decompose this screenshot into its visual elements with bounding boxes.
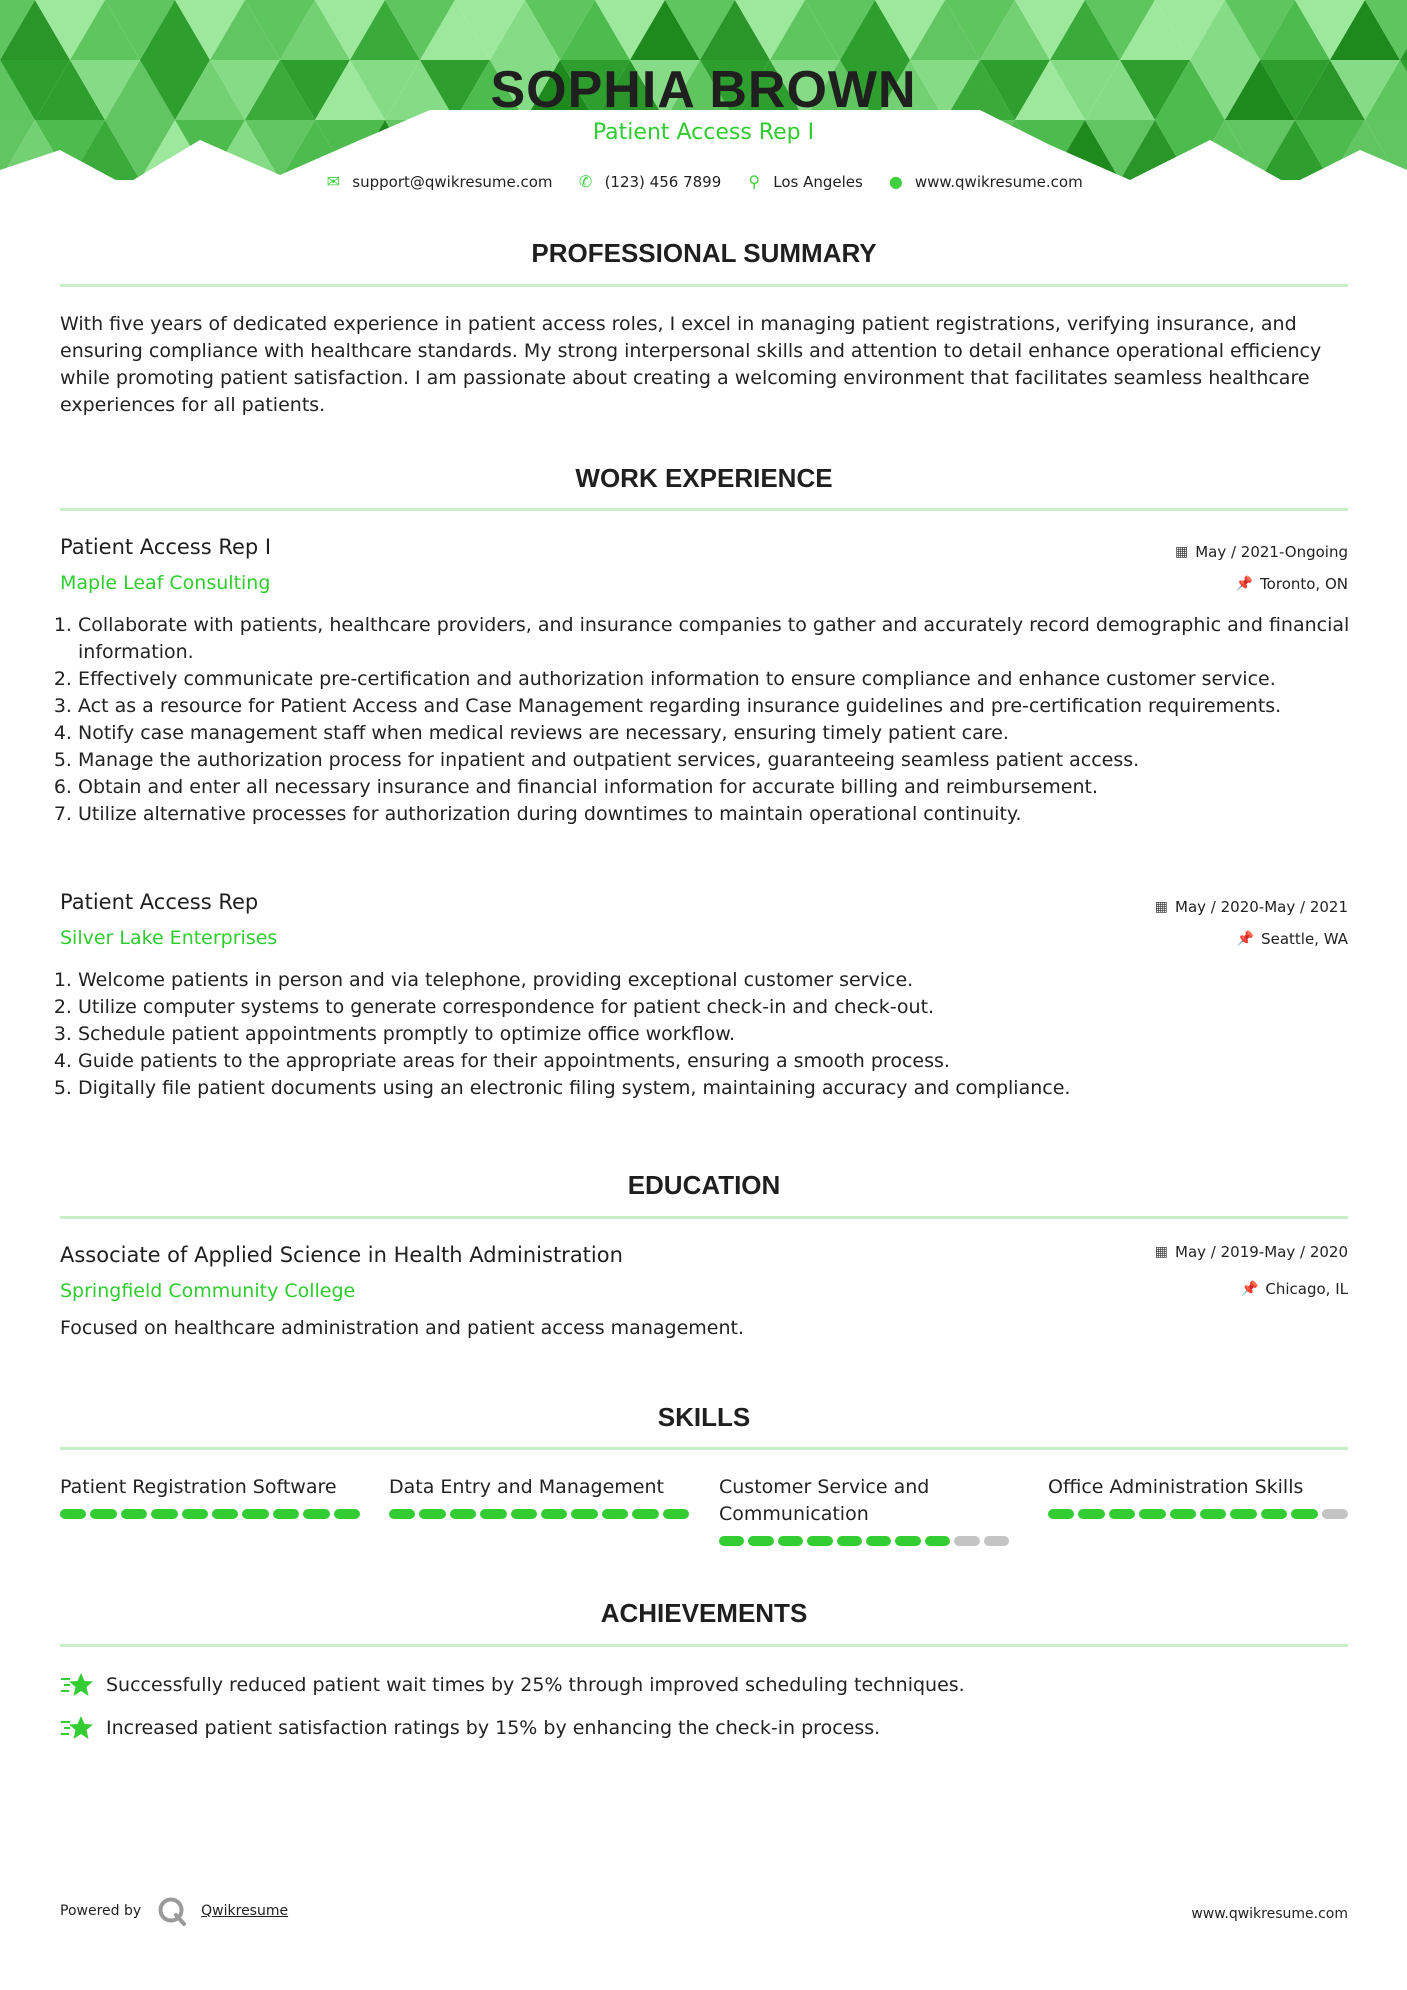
job-dates — [1155, 898, 1348, 916]
skill-level-bar — [1048, 1509, 1348, 1519]
skill-name: Patient Registration Software — [60, 1476, 337, 1498]
job-location-text: Toronto, ON — [1260, 575, 1348, 593]
skills-heading: SKILLS — [657, 1402, 751, 1432]
map-pin-icon: ⚲ — [748, 172, 761, 191]
skill-level-segment — [511, 1509, 537, 1519]
brand-link[interactable]: Qwikresume — [201, 1903, 289, 1919]
skill-level-segment — [778, 1536, 803, 1546]
skill-level-segment — [90, 1509, 116, 1519]
achievements-heading: ACHIEVEMENTS — [600, 1598, 808, 1628]
skill-level-segment — [212, 1509, 238, 1519]
phone-icon: ✆ — [578, 172, 593, 191]
skill-level-segment — [1291, 1509, 1317, 1519]
skill-level-bar — [60, 1509, 360, 1519]
list-item: 7. Utilize alternative processes for authorization during downtimes to maintain operational continuity. — [78, 801, 1350, 828]
skill-level-segment — [632, 1509, 658, 1519]
calendar-icon: ▦ — [1154, 1244, 1169, 1260]
skill-level-segment — [984, 1536, 1009, 1546]
list-item: 3. Schedule patient appointments promptly to optimize office workflow. — [78, 1021, 1350, 1048]
contact-location — [745, 172, 863, 191]
skill-level-segment — [1078, 1509, 1104, 1519]
pushpin-icon: 📌 — [1236, 931, 1255, 947]
skill-level-segment — [925, 1536, 950, 1546]
section-divider — [60, 1644, 1348, 1647]
achievement-item — [60, 1671, 965, 1699]
achievement-text: Successfully reduced patient wait times by 25% through improved scheduling techniques. — [106, 1674, 965, 1696]
skill-level-segment — [866, 1536, 891, 1546]
website-text: www.qwikresume.com — [914, 172, 1083, 191]
candidate-name: SOPHIA BROWN — [490, 61, 917, 119]
section-divider — [60, 1447, 1348, 1450]
skill-level-segment — [303, 1509, 329, 1519]
list-item: 4. Notify case management staff when medical reviews are necessary, ensuring timely patient care. — [78, 720, 1350, 747]
company-name: Maple Leaf Consulting — [60, 572, 271, 594]
skill-level-segment — [807, 1536, 832, 1546]
job-location-text: Seattle, WA — [1261, 930, 1348, 948]
job-title: Patient Access Rep I — [60, 535, 272, 559]
job-bullets — [78, 967, 1350, 1102]
skill-level-segment — [1261, 1509, 1287, 1519]
skill-level-segment — [571, 1509, 597, 1519]
education-dates-text: May / 2019-May / 2020 — [1175, 1243, 1348, 1261]
job-bullets — [78, 612, 1350, 828]
skill-name: Customer Service and Communication — [719, 1476, 930, 1525]
skill-item — [389, 1474, 689, 1519]
candidate-role: Patient Access Rep I — [592, 120, 815, 145]
list-item: 3. Act as a resource for Patient Access and Case Management regarding insurance guidelines and pre-certification requirements. — [78, 693, 1350, 720]
calendar-icon: ▦ — [1154, 899, 1169, 915]
skill-level-segment — [1322, 1509, 1348, 1519]
contact-email[interactable] — [324, 172, 552, 191]
skill-level-segment — [954, 1536, 979, 1546]
globe-icon: ● — [888, 172, 903, 191]
skill-level-segment — [541, 1509, 567, 1519]
education-dates — [1155, 1243, 1348, 1261]
skill-level-segment — [242, 1509, 268, 1519]
skill-level-segment — [837, 1536, 862, 1546]
school-name: Springfield Community College — [60, 1280, 356, 1302]
section-divider — [60, 508, 1348, 511]
footer-powered-by — [60, 1896, 288, 1926]
list-item: 4. Guide patients to the appropriate areas for their appointments, ensuring a smooth process. — [78, 1048, 1350, 1075]
star-icon — [60, 1714, 94, 1742]
skill-level-segment — [151, 1509, 177, 1519]
section-divider — [60, 1216, 1348, 1219]
skill-name: Data Entry and Management — [389, 1476, 664, 1498]
footer-website[interactable]: www.qwikresume.com — [1191, 1906, 1348, 1922]
skill-level-segment — [450, 1509, 476, 1519]
skill-level-segment — [334, 1509, 360, 1519]
summary-heading: PROFESSIONAL SUMMARY — [531, 238, 877, 268]
skill-level-segment — [60, 1509, 86, 1519]
star-icon — [60, 1671, 94, 1699]
company-name: Silver Lake Enterprises — [60, 927, 278, 949]
list-item: 1. Welcome patients in person and via telephone, providing exceptional customer service. — [78, 967, 1350, 994]
education-location-text: Chicago, IL — [1265, 1280, 1348, 1298]
education-description: Focused on healthcare administration and patient access management. — [60, 1317, 744, 1339]
skill-level-segment — [895, 1536, 920, 1546]
skill-level-segment — [389, 1509, 415, 1519]
job-dates-text: May / 2020-May / 2021 — [1175, 898, 1348, 916]
phone-text: (123) 456 7899 — [604, 172, 722, 191]
list-item: 6. Obtain and enter all necessary insurance and financial information for accurate billing and reimbursement. — [78, 774, 1350, 801]
envelope-icon: ✉ — [326, 172, 340, 191]
skill-item — [719, 1474, 1009, 1546]
job-location — [1236, 575, 1348, 593]
pushpin-icon: 📌 — [1240, 1281, 1259, 1297]
job-dates — [1175, 543, 1348, 561]
email-text: support@qwikresume.com — [352, 172, 553, 191]
skill-level-segment — [602, 1509, 628, 1519]
list-item: 5. Digitally file patient documents using an electronic filing system, maintaining accuracy and compliance. — [78, 1075, 1350, 1102]
list-item: 1. Collaborate with patients, healthcare providers, and insurance companies to gather and accurately record demographic and financial information. — [78, 612, 1350, 666]
qwikresume-logo-icon — [157, 1896, 187, 1926]
experience-heading: WORK EXPERIENCE — [575, 463, 833, 493]
skill-level-segment — [748, 1536, 773, 1546]
summary-text: With five years of dedicated experience in patient access roles, I excel in managing patient registrations, verifying insurance, and ensuring compliance with healthcare standards. My strong interpersonal skills and attention to detail enhance operational efficiency while promoting patient satisfaction. I am passionate about creating a welcoming environment that facilitates seamless healthcare experiences for all patients. — [60, 313, 1322, 416]
skill-level-segment — [419, 1509, 445, 1519]
skill-level-segment — [1230, 1509, 1256, 1519]
skill-level-segment — [1109, 1509, 1135, 1519]
list-item: 5. Manage the authorization process for inpatient and outpatient services, guaranteeing seamless patient access. — [78, 747, 1350, 774]
section-divider — [60, 284, 1348, 287]
skill-item — [1048, 1474, 1348, 1519]
skill-level-bar — [719, 1536, 1009, 1546]
contact-phone[interactable] — [577, 172, 722, 191]
job-location — [1237, 930, 1348, 948]
location-text: Los Angeles — [773, 172, 863, 191]
skill-level-segment — [480, 1509, 506, 1519]
skill-level-segment — [1139, 1509, 1165, 1519]
skill-level-segment — [182, 1509, 208, 1519]
contact-website[interactable] — [887, 172, 1083, 191]
skill-level-segment — [719, 1536, 744, 1546]
calendar-icon: ▦ — [1174, 544, 1189, 560]
education-heading: EDUCATION — [627, 1170, 781, 1200]
powered-by-label: Powered by — [60, 1903, 142, 1919]
skill-level-segment — [273, 1509, 299, 1519]
contact-bar — [0, 172, 1407, 191]
education-location — [1241, 1280, 1348, 1298]
degree-title: Associate of Applied Science in Health Administration — [60, 1243, 623, 1267]
skill-level-bar — [389, 1509, 689, 1519]
skill-item — [60, 1474, 360, 1519]
skill-level-segment — [1200, 1509, 1226, 1519]
job-title: Patient Access Rep — [60, 890, 259, 914]
skill-level-segment — [1048, 1509, 1074, 1519]
pushpin-icon: 📌 — [1235, 576, 1254, 592]
list-item: 2. Effectively communicate pre-certification and authorization information to ensure compliance and enhance customer service. — [78, 666, 1350, 693]
achievement-item — [60, 1714, 880, 1742]
skill-level-segment — [121, 1509, 147, 1519]
skill-name: Office Administration Skills — [1048, 1476, 1304, 1498]
skill-level-segment — [1170, 1509, 1196, 1519]
achievement-text: Increased patient satisfaction ratings by 15% by enhancing the check-in process. — [106, 1717, 881, 1739]
list-item: 2. Utilize computer systems to generate correspondence for patient check-in and check-out. — [78, 994, 1350, 1021]
job-dates-text: May / 2021-Ongoing — [1195, 543, 1348, 561]
skill-level-segment — [663, 1509, 689, 1519]
